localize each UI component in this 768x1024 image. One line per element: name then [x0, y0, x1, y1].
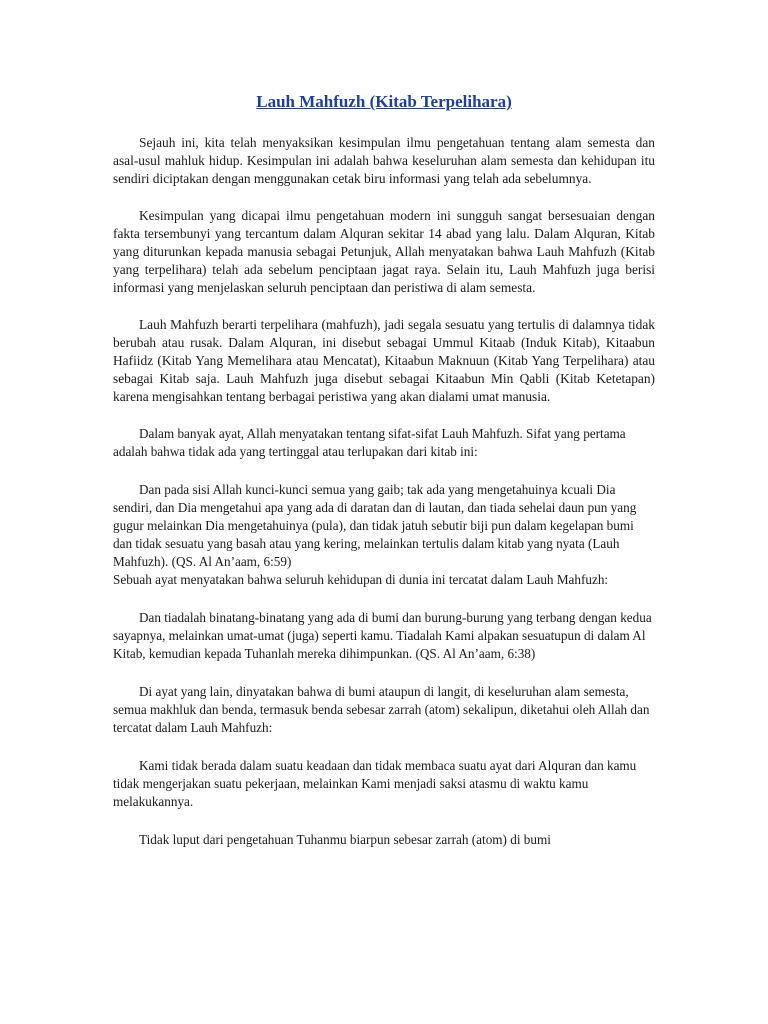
paragraph-8: Di ayat yang lain, dinyatakan bahwa di bumi ataupun di langit, di keseluruhan alam semesta, semua makhluk dan benda, termasuk benda sebesar zarrah (atom) sekalipun, diketahui oleh Allah dan tercatat dalam Lauh Mahfuzh:	[113, 684, 650, 736]
document-title: Lauh Mahfuzh (Kitab Terpelihara)	[256, 92, 512, 111]
paragraph-6: Sebuah ayat menyatakan bahwa seluruh kehidupan di dunia ini tercatat dalam Lauh Mahfuzh:	[113, 572, 609, 588]
paragraph-4: Dalam banyak ayat, Allah menyatakan tentang sifat-sifat Lauh Mahfuzh. Sifat yang pertama adalah bahwa tidak ada yang tertinggal atau terlupakan dari kitab ini:	[113, 426, 626, 460]
paragraph-3: Lauh Mahfuzh berarti terpelihara (mahfuzh), jadi segala sesuatu yang tertulis di dalamnya tidak berubah atau rusak. Dalam Alquran, ini disebut sebagai Ummul Kitaab (Induk Kitab), Kitaabun Hafiidz (Kitab Yang Memelihara atau Mencatat), Kitaabun Maknuun (Kitab Yang Terpelihara) atau sebagai Kitab saja. Lauh Mahfuzh juga disebut sebagai Kitaabun Min Qabli (Kitab Ketetapan) karena mengisahkan tentang berbagai peristiwa yang akan dialami umat manusia.	[113, 317, 655, 404]
quote-witness: Kami tidak berada dalam suatu keadaan dan tidak membaca suatu ayat dari Alquran dan kamu tidak mengerjakan suatu pekerjaan, melainkan Kami menjadi saksi atasmu di waktu kamu melakukannya.	[113, 758, 637, 810]
paragraph-1: Sejauh ini, kita telah menyaksikan kesimpulan ilmu pengetahuan tentang alam semesta dan asal-usul mahluk hidup. Kesimpulan ini adalah bahwa keseluruhan alam semesta dan kehidupan itu sendiri diciptakan dengan menggunakan cetak biru informasi yang telah ada sebelumnya.	[113, 135, 655, 186]
paragraph-10: Tidak luput dari pengetahuan Tuhanmu biarpun sebesar zarrah (atom) di bumi	[139, 832, 551, 848]
quote-al-anaam-6-38: Dan tiadalah binatang-binatang yang ada di bumi dan burung-burung yang terbang dengan kedua sayapnya, melainkan umat-umat (juga) seperti kamu. Tiadalah Kami alpakan sesuatupun di dalam Al Kitab, kemudian kepada Tuhanlah mereka dihimpunkan. (QS. Al An’aam, 6:38)	[113, 610, 652, 662]
document-page	[113, 92, 655, 849]
paragraph-2: Kesimpulan yang dicapai ilmu pengetahuan modern ini sungguh sangat bersesuaian dengan fakta tersembunyi yang tercantum dalam Alquran sekitar 14 abad yang lalu. Dalam Alquran, Kitab yang diturunkan kepada manusia sebagai Petunjuk, Allah menyatakan bahwa Lauh Mahfuzh (Kitab yang terpelihara) telah ada sebelum penciptaan jagat raya. Selain itu, Lauh Mahfuzh juga berisi informasi yang menjelaskan seluruh penciptaan dan peristiwa di alam semesta.	[113, 208, 655, 295]
quote-al-anaam-6-59: Dan pada sisi Allah kunci-kunci semua yang gaib; tak ada yang mengetahuinya kcuali Dia sendiri, dan Dia mengetahui apa yang ada di daratan dan di lautan, dan tiada sehelai daun pun yang gugur melainkan Dia mengetahuinya (pula), dan tidak jatuh sebutir biji pun dalam kegelapan bumi dan tidak sesuatu yang basah atau yang kering, melainkan tertulis dalam kitab yang nyata (Lauh Mahfuzh). (QS. Al An’aam, 6:59)	[113, 482, 637, 570]
